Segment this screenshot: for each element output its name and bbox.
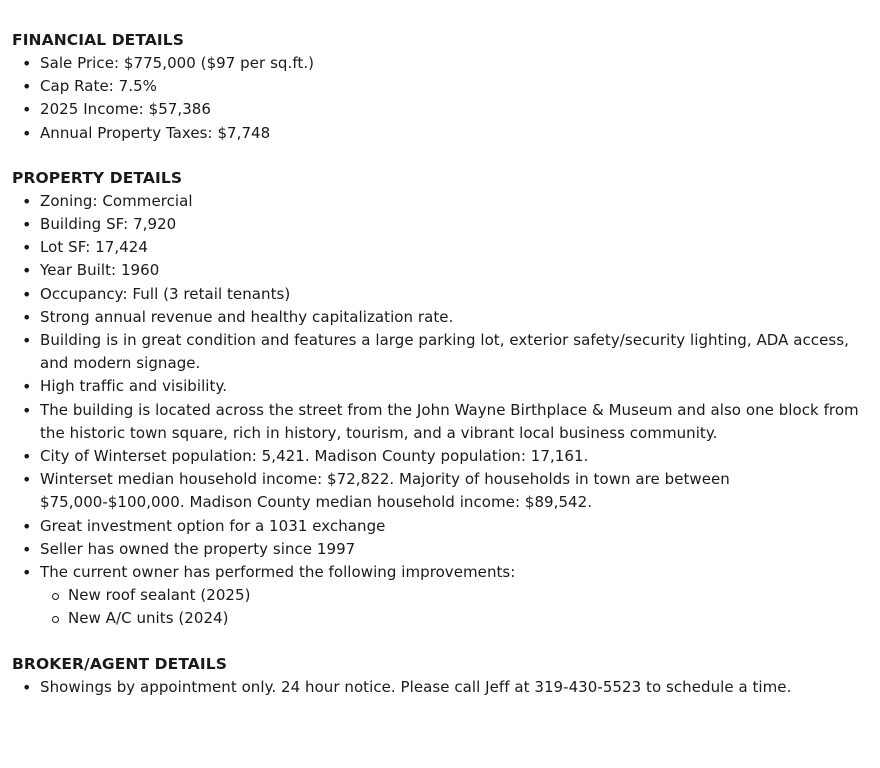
list-item-investment-option: • Great investment option for a 1031 exchange: [12, 515, 868, 538]
broker-details-heading: BROKER/AGENT DETAILS: [12, 654, 227, 673]
list-item-occupancy: • Occupancy: Full (3 retail tenants): [12, 283, 868, 306]
list-item-building-sf: • Building SF: 7,920: [12, 213, 868, 236]
list-item-zoning: • Zoning: Commercial: [12, 190, 868, 213]
list-item-cap-rate: • Cap Rate: 7.5%: [12, 75, 868, 98]
list-item-improvements: [12, 561, 868, 631]
sublist-item-roof: New roof sealant (2025): [40, 584, 868, 607]
list-item-traffic: • High traffic and visibility.: [12, 375, 868, 398]
property-details-list: [12, 190, 868, 631]
list-item-sale-price: • Sale Price: $775,000 ($97 per sq.ft.): [12, 52, 868, 75]
list-item-household-income: • Winterset median household income: $72,822. Majority of households in town are between $75,000-$100,000. Madison County median household income: $89,542.: [12, 468, 868, 514]
list-item-ownership: • Seller has owned the property since 1997: [12, 538, 868, 561]
list-item-condition: • Building is in great condition and features a large parking lot, exterior safety/security lighting, ADA access, and modern signage.: [12, 329, 868, 375]
broker-details-section: [12, 654, 868, 699]
broker-details-list: [12, 676, 868, 699]
list-item-revenue: • Strong annual revenue and healthy capitalization rate.: [12, 306, 868, 329]
improvements-label: The current owner has performed the following improvements:: [40, 563, 516, 582]
list-item-year-built: • Year Built: 1960: [12, 259, 868, 282]
sublist-item-ac: New A/C units (2024): [40, 607, 868, 630]
list-item-population: • City of Winterset population: 5,421. Madison County population: 17,161.: [12, 445, 868, 468]
list-item-location: • The building is located across the street from the John Wayne Birthplace & Museum and also one block from the historic town square, rich in history, tourism, and a vibrant local business community.: [12, 399, 868, 445]
list-item-showings: • Showings by appointment only. 24 hour notice. Please call Jeff at 319-430-5523 to schedule a time.: [12, 676, 868, 699]
list-item-lot-sf: • Lot SF: 17,424: [12, 236, 868, 259]
list-item-property-taxes: • Annual Property Taxes: $7,748: [12, 122, 868, 145]
financial-details-heading: FINANCIAL DETAILS: [12, 31, 185, 49]
financial-details-list: [12, 52, 868, 145]
financial-details-section: [12, 30, 868, 145]
list-item-income: • 2025 Income: $57,386: [12, 98, 868, 121]
improvements-sublist: [40, 584, 868, 630]
property-details-heading: PROPERTY DETAILS: [12, 168, 183, 187]
property-details-section: [12, 168, 868, 631]
